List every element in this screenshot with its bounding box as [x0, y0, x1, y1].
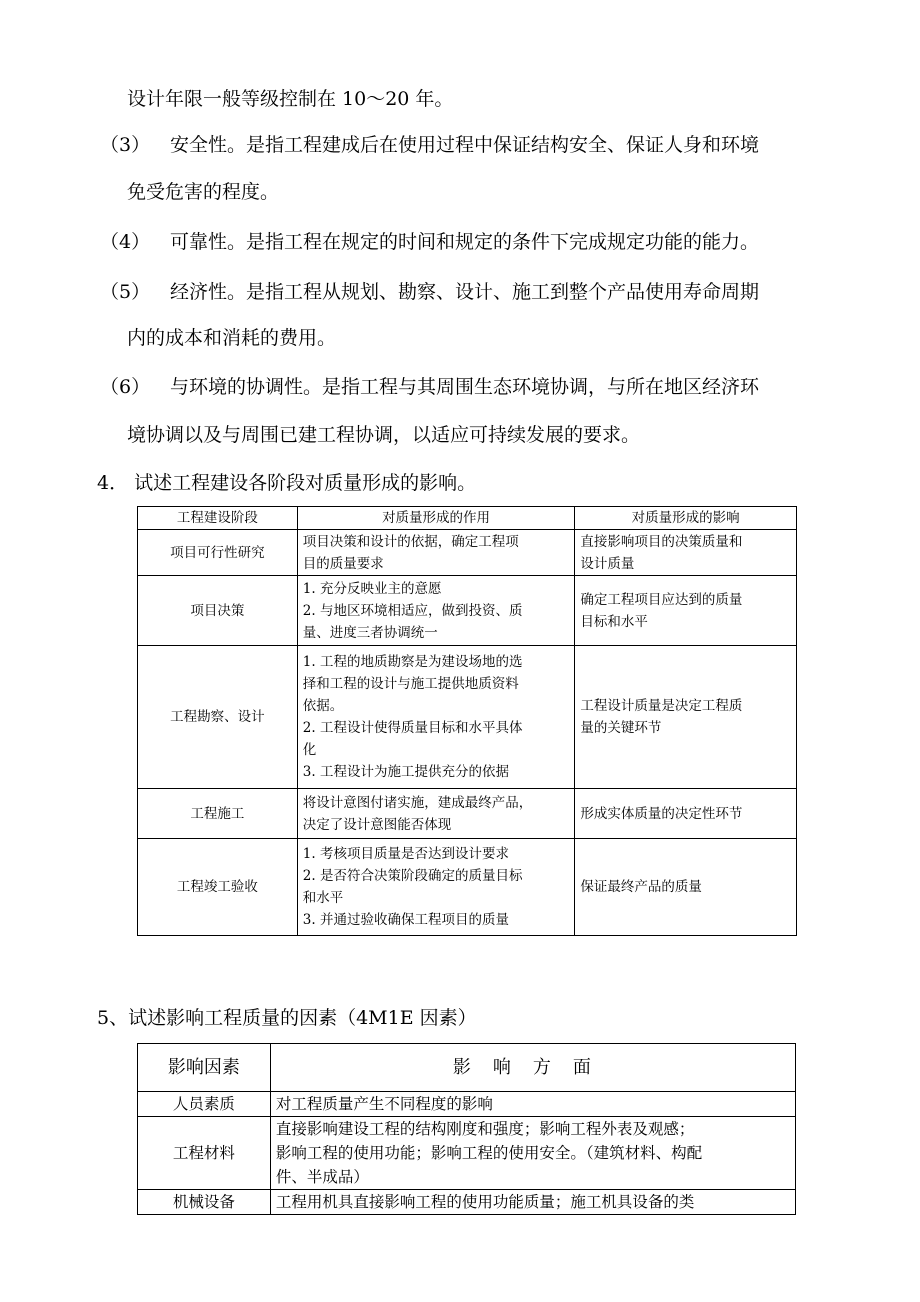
cell-line: 直接影响项目的决策质量和: [580, 533, 743, 550]
stage-cell: 工程勘察、设计: [138, 646, 298, 789]
cell-line: 化: [302, 742, 317, 758]
impact-cell: [575, 789, 797, 839]
impact-cell: [575, 839, 797, 936]
quality-factors-table: [137, 1043, 796, 1215]
paragraph-reliability: 可靠性。是指工程在规定的时间和规定的条件下完成规定功能的能力。: [170, 231, 760, 253]
table-row: [138, 1190, 796, 1215]
cell-line: 2. 是否符合决策阶段确定的质量目标: [302, 868, 523, 884]
cell-line: 将设计意图付诸实施，建成最终产品，: [302, 794, 533, 811]
stage-cell: 项目可行性研究: [138, 530, 298, 576]
cell-line: 工程用机具直接影响工程的使用功能质量；施工机具设备的类: [275, 1193, 695, 1211]
table-header-cell: 影响方面: [270, 1044, 795, 1092]
item-number-4: （4）: [100, 231, 151, 253]
cell-line: 择和工程的设计与施工提供地质资料: [302, 676, 519, 692]
stage-cell: 工程施工: [138, 789, 298, 839]
impact-cell: [575, 576, 797, 646]
cell-line: 1. 充分反映业主的意愿: [302, 580, 442, 597]
cell-line: 决定了设计意图能否体现: [302, 816, 452, 833]
cell-line: 目标和水平: [580, 613, 648, 630]
paragraph-environment-line2: 境协调以及与周围已建工程协调，以适应可持续发展的要求。: [127, 424, 641, 446]
cell-line: 形成实体质量的决定性环节: [580, 805, 743, 822]
role-cell: [297, 576, 575, 646]
cell-line: 1. 考核项目质量是否达到设计要求: [302, 846, 509, 862]
cell-line: 1. 工程的地质勘察是为建设场地的选: [302, 654, 523, 670]
cell-line: 3. 工程设计为施工提供充分的依据: [302, 764, 509, 780]
cell-line: 件、半成品）: [275, 1168, 369, 1186]
table-header-cell: 对质量形成的作用: [297, 507, 575, 530]
cell-line: 量的关键环节: [580, 720, 662, 736]
factor-cell: 机械设备: [138, 1190, 271, 1215]
item-number-3: （3）: [100, 134, 151, 156]
cell-line: 对工程质量产生不同程度的影响: [275, 1095, 493, 1113]
factor-cell: 人员素质: [138, 1092, 271, 1117]
table-row: [138, 839, 797, 936]
paragraph-environment-line1: 与环境的协调性。是指工程与其周围生态环境协调，与所在地区经济环: [170, 376, 760, 398]
aspect-cell: [270, 1117, 795, 1190]
stage-cell: 工程竣工验收: [138, 839, 298, 936]
table-row: [138, 1092, 796, 1117]
table-header-cell: 工程建设阶段: [138, 507, 298, 530]
table-header-row: [138, 1044, 796, 1092]
cell-line: 量、进度三者协调统一: [302, 624, 438, 641]
cell-line: 设计质量: [580, 555, 635, 572]
stage-cell: 项目决策: [138, 576, 298, 646]
table-header-row: [138, 507, 797, 530]
paragraph-safety-line2: 免受危害的程度。: [127, 181, 280, 203]
cell-line: 2. 与地区环境相适应，做到投资、质: [302, 602, 523, 619]
table-row: [138, 530, 797, 576]
paragraph-design-life: 设计年限一般等级控制在 10～20 年。: [127, 88, 454, 110]
role-cell: [297, 530, 575, 576]
cell-line: 3. 并通过验收确保工程项目的质量: [302, 912, 509, 928]
paragraph-economy-line1: 经济性。是指工程从规划、勘察、设计、施工到整个产品使用寿命周期: [170, 281, 760, 303]
factor-cell: 工程材料: [138, 1117, 271, 1190]
paragraph-economy-line2: 内的成本和消耗的费用。: [127, 327, 337, 349]
cell-line: 项目决策和设计的依据，确定工程项: [302, 533, 519, 550]
table-row: [138, 646, 797, 789]
paragraph-safety-line1: 安全性。是指工程建成后在使用过程中保证结构安全、保证人身和环境: [170, 134, 760, 156]
table-header-cell: 对质量形成的影响: [575, 507, 797, 530]
table-row: [138, 789, 797, 839]
cell-line: 2. 工程设计使得质量目标和水平具体: [302, 720, 523, 736]
cell-line: 依据。: [302, 698, 344, 714]
cell-line: 直接影响建设工程的结构刚度和强度；影响工程外表及观感；: [275, 1120, 695, 1138]
section4-heading: 4． 试述工程建设各阶段对质量形成的影响。: [97, 472, 477, 494]
cell-line: 确定工程项目应达到的质量: [580, 591, 743, 608]
table-row: [138, 1117, 796, 1190]
cell-line: 保证最终产品的质量: [580, 879, 702, 895]
impact-cell: [575, 530, 797, 576]
cell-line: 影响工程的使用功能；影响工程的使用安全。（建筑材料、构配: [275, 1144, 703, 1162]
item-number-5: （5）: [100, 281, 151, 303]
impact-cell: [575, 646, 797, 789]
item-number-6: （6）: [100, 376, 151, 398]
table-header-cell: 影响因素: [138, 1044, 271, 1092]
role-cell: [297, 646, 575, 789]
cell-line: 和水平: [302, 890, 344, 906]
role-cell: [297, 839, 575, 936]
aspect-cell: [270, 1190, 795, 1215]
construction-stage-table: [137, 506, 797, 936]
section5-heading: 5、试述影响工程质量的因素（4M1E 因素）: [97, 1007, 477, 1029]
cell-line: 工程设计质量是决定工程质: [580, 698, 743, 714]
aspect-cell: [270, 1092, 795, 1117]
table-row: [138, 576, 797, 646]
cell-line: 目的质量要求: [302, 555, 384, 572]
role-cell: [297, 789, 575, 839]
